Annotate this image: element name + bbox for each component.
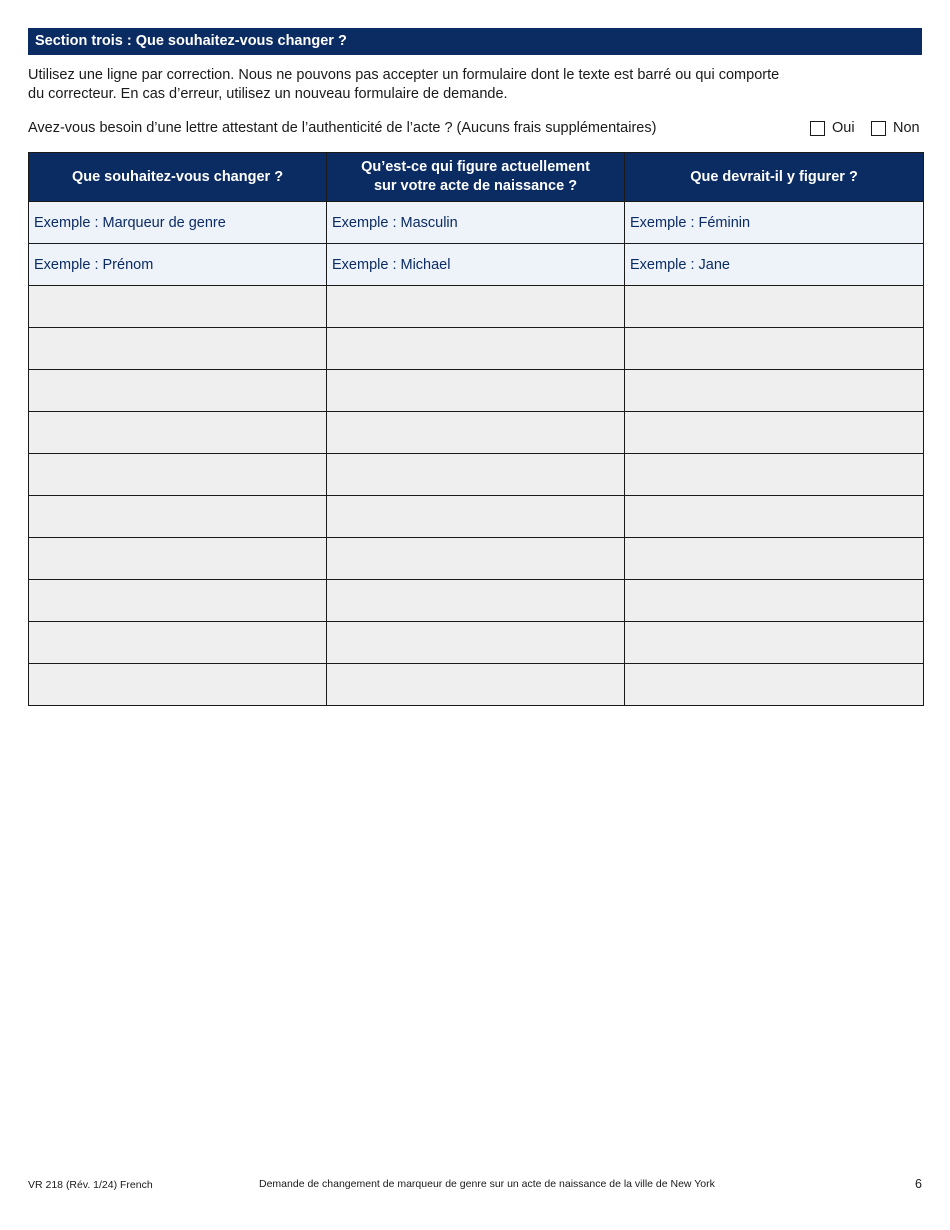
oui-label: Oui (832, 120, 855, 136)
input-cell-new-value[interactable] (625, 412, 924, 454)
non-checkbox[interactable] (871, 121, 886, 136)
corrections-table (28, 152, 924, 706)
example-cell: Exemple : Michael (327, 244, 625, 286)
table-header-row (29, 153, 924, 202)
input-cell-current-value[interactable] (327, 412, 625, 454)
table-row (29, 622, 924, 664)
table-row (29, 286, 924, 328)
input-cell-new-value[interactable] (625, 286, 924, 328)
table-row (29, 496, 924, 538)
example-row (29, 202, 924, 244)
input-cell-current-value[interactable] (327, 370, 625, 412)
input-cell-new-value[interactable] (625, 664, 924, 706)
table-row (29, 412, 924, 454)
input-cell-new-value[interactable] (625, 622, 924, 664)
input-cell-current-value[interactable] (327, 664, 625, 706)
input-cell-current-value[interactable] (327, 622, 625, 664)
input-cell-new-value[interactable] (625, 328, 924, 370)
oui-option[interactable] (810, 118, 855, 138)
table-row (29, 370, 924, 412)
page-number: 6 (915, 1177, 922, 1191)
input-cell-what-to-change[interactable] (29, 286, 327, 328)
input-cell-what-to-change[interactable] (29, 580, 327, 622)
example-cell: Exemple : Masculin (327, 202, 625, 244)
input-cell-current-value[interactable] (327, 454, 625, 496)
input-cell-what-to-change[interactable] (29, 328, 327, 370)
example-row (29, 244, 924, 286)
example-cell: Exemple : Jane (625, 244, 924, 286)
input-cell-what-to-change[interactable] (29, 538, 327, 580)
authenticity-letter-question (28, 118, 922, 138)
input-cell-new-value[interactable] (625, 454, 924, 496)
input-cell-what-to-change[interactable] (29, 496, 327, 538)
section-three-header: Section trois : Que souhaitez-vous changer ? (28, 28, 922, 55)
column-header-current-value: Qu’est-ce qui figure actuellement sur votre acte de naissance ? (327, 153, 625, 202)
example-cell: Exemple : Féminin (625, 202, 924, 244)
instructions-line-2: du correcteur. En cas d’erreur, utilisez un nouveau formulaire de demande. (28, 86, 508, 102)
input-cell-what-to-change[interactable] (29, 454, 327, 496)
input-cell-new-value[interactable] (625, 370, 924, 412)
input-cell-current-value[interactable] (327, 328, 625, 370)
non-label: Non (893, 120, 920, 136)
table-row (29, 328, 924, 370)
instructions (28, 66, 848, 104)
input-cell-current-value[interactable] (327, 496, 625, 538)
input-cell-current-value[interactable] (327, 286, 625, 328)
oui-checkbox[interactable] (810, 121, 825, 136)
form-id: VR 218 (Rév. 1/24) French (28, 1179, 153, 1191)
input-cell-what-to-change[interactable] (29, 664, 327, 706)
table-row (29, 454, 924, 496)
example-cell: Exemple : Prénom (29, 244, 327, 286)
input-cell-current-value[interactable] (327, 538, 625, 580)
instructions-line-1: Utilisez une ligne par correction. Nous ne pouvons pas accepter un formulaire dont le texte est barré ou qui comporte (28, 67, 780, 83)
example-cell: Exemple : Marqueur de genre (29, 202, 327, 244)
input-cell-current-value[interactable] (327, 580, 625, 622)
input-cell-what-to-change[interactable] (29, 622, 327, 664)
input-cell-what-to-change[interactable] (29, 412, 327, 454)
input-cell-what-to-change[interactable] (29, 370, 327, 412)
table-row (29, 538, 924, 580)
column-header-new-value: Que devrait-il y figurer ? (625, 153, 924, 202)
table-row (29, 580, 924, 622)
table-row (29, 664, 924, 706)
input-cell-new-value[interactable] (625, 580, 924, 622)
non-option[interactable] (871, 118, 920, 138)
form-title: Demande de changement de marqueur de genre sur un acte de naissance de la ville de New York (259, 1178, 715, 1190)
input-cell-new-value[interactable] (625, 496, 924, 538)
column-header-what-to-change: Que souhaitez-vous changer ? (29, 153, 327, 202)
input-cell-new-value[interactable] (625, 538, 924, 580)
authenticity-letter-question-text: Avez-vous besoin d’une lettre attestant de l’authenticité de l’acte ? (Aucuns frais supplémentaires) (28, 120, 657, 136)
